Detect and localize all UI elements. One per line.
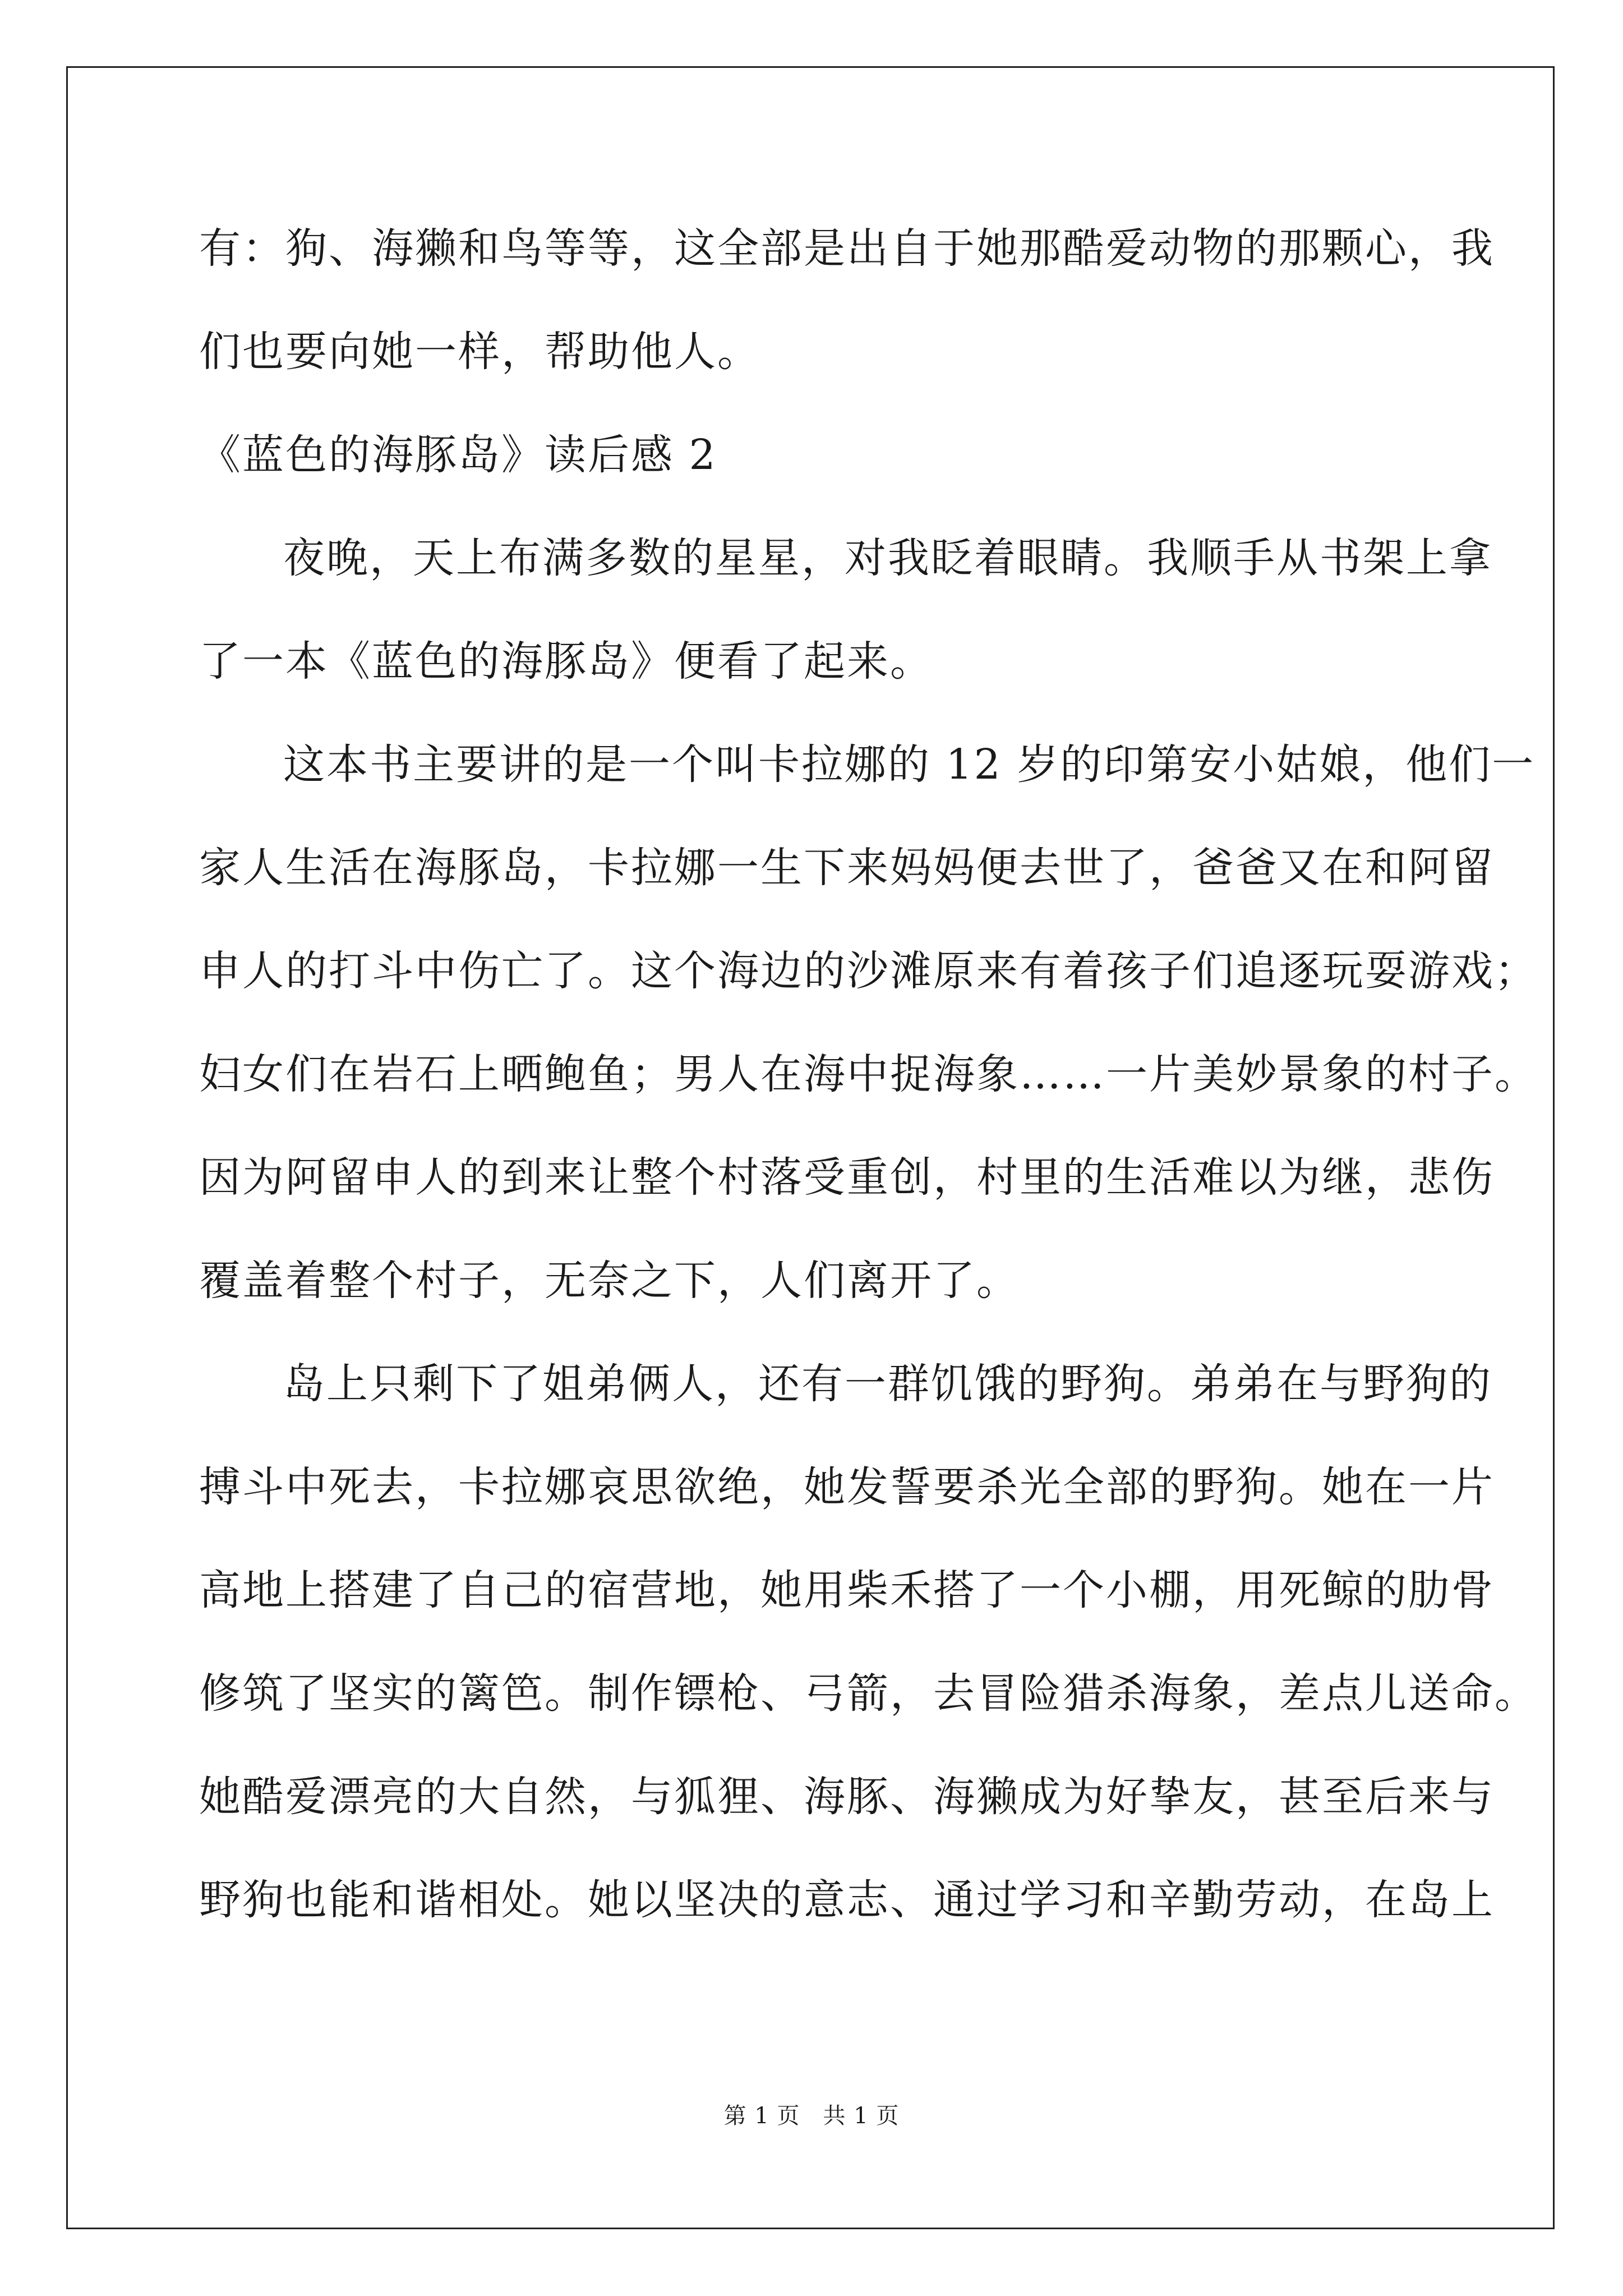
document-body xyxy=(199,222,1538,1926)
text-line: 妇女们在岩石上晒鲍鱼；男人在海中捉海象……一片美妙景象的村子。 xyxy=(199,1050,1538,1098)
text-line: 因为阿留申人的到来让整个村落受重创，村里的生活难以为继，悲伤 xyxy=(199,1153,1495,1202)
paragraph-start-line: 这本书主要讲的是一个叫卡拉娜的 12 岁的印第安小姑娘，他们一 xyxy=(283,740,1536,789)
text-line: 有：狗、海獭和鸟等等，这全部是出自于她那酷爱动物的那颗心，我 xyxy=(199,224,1495,273)
text-line: 申人的打斗中伤亡了。这个海边的沙滩原来有着孩子们追逐玩耍游戏； xyxy=(199,947,1538,995)
text-line: 们也要向她一样，帮助他人。 xyxy=(199,328,760,376)
paragraph-start-line: 夜晚，天上布满多数的星星，对我眨着眼睛。我顺手从书架上拿 xyxy=(283,534,1492,582)
text-line: 覆盖着整个村子，无奈之下，人们离开了。 xyxy=(199,1257,1020,1305)
text-line: 修筑了坚实的篱笆。制作镖枪、弓箭，去冒险猎杀海象，差点儿送命。 xyxy=(199,1669,1538,1718)
text-line: 野狗也能和谐相处。她以坚决的意志、通过学习和辛勤劳动，在岛上 xyxy=(199,1876,1495,1924)
text-line: 了一本《蓝色的海豚岛》便看了起来。 xyxy=(199,637,933,685)
text-line: 搏斗中死去，卡拉娜哀思欲绝，她发誓要杀光全部的野狗。她在一片 xyxy=(199,1463,1495,1511)
page-footer: 第 1 页 共 1 页 xyxy=(723,2103,900,2129)
text-line: 家人生活在海豚岛，卡拉娜一生下来妈妈便去世了，爸爸又在和阿留 xyxy=(199,844,1495,892)
paragraph-start-line: 岛上只剩下了姐弟俩人，还有一群饥饿的野狗。弟弟在与野狗的 xyxy=(283,1360,1492,1408)
text-line: 高地上搭建了自己的宿营地，她用柴禾搭了一个小棚，用死鲸的肋骨 xyxy=(199,1566,1495,1614)
section-heading: 《蓝色的海豚岛》读后感 2 xyxy=(199,431,717,479)
text-line: 她酷爱漂亮的大自然，与狐狸、海豚、海獭成为好挚友，甚至后来与 xyxy=(199,1773,1495,1821)
